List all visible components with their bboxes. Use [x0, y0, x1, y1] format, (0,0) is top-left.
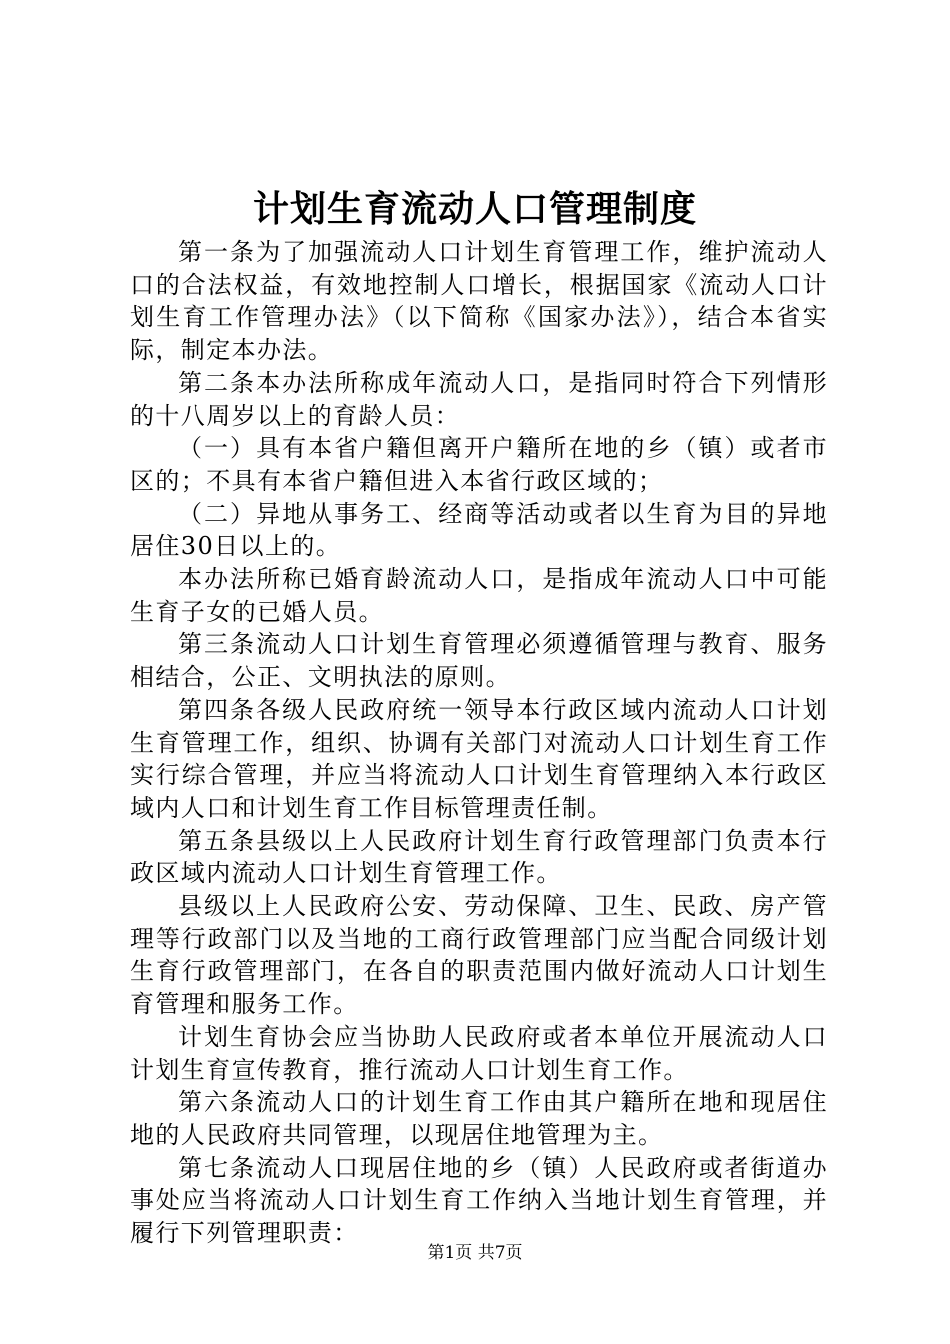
paragraph-article-4: 第四条各级人民政府统一领导本行政区域内流动人口计划生育管理工作，组织、协调有关部门对流动人口计划生育工作实行综合管理，并应当将流动人口计划生育管理纳入本行政区域内人口和计划生育工作目标管理责任制。	[130, 695, 828, 822]
paragraph-article-1: 第一条为了加强流动人口计划生育管理工作，维护流动人口的合法权益，有效地控制人口增长，根据国家《流动人口计划生育工作管理办法》（以下简称《国家办法》），结合本省实际，制定本办法。	[130, 238, 828, 365]
paragraph-article-5-departments: 县级以上人民政府公安、劳动保障、卫生、民政、房产管理等行政部门以及当地的工商行政管理部门应当配合同级计划生育行政管理部门，在各自的职责范围内做好流动人口计划生育管理和服务工作。	[130, 892, 828, 1019]
page-footer: 第1页 共7页	[427, 1243, 523, 1263]
paragraph-article-7: 第七条流动人口现居住地的乡（镇）人民政府或者街道办事处应当将流动人口计划生育工作纳入当地计划生育管理，并履行下列管理职责：	[130, 1153, 828, 1248]
paragraph-article-3: 第三条流动人口计划生育管理必须遵循管理与教育、服务相结合，公正、文明执法的原则。	[130, 630, 828, 692]
document-title: 计划生育流动人口管理制度	[252, 188, 697, 230]
paragraph-article-5-association: 计划生育协会应当协助人民政府或者本单位开展流动人口计划生育宣传教育，推行流动人口计划生育工作。	[130, 1022, 828, 1084]
paragraph-item-1: （一）具有本省户籍但离开户籍所在地的乡（镇）或者市区的；不具有本省户籍但进入本省行政区域的；	[130, 434, 828, 495]
paragraph-definition: 本办法所称已婚育龄流动人口，是指成年流动人口中可能生育子女的已婚人员。	[130, 565, 828, 626]
paragraph-item-2: （二）异地从事务工、经商等活动或者以生育为目的异地居住30日以上的。	[130, 499, 828, 561]
document-body	[130, 236, 828, 1250]
paragraph-article-2: 第二条本办法所称成年流动人口，是指同时符合下列情形的十八周岁以上的育龄人员：	[130, 368, 828, 430]
paragraph-article-5: 第五条县级以上人民政府计划生育行政管理部门负责本行政区域内流动人口计划生育管理工作。	[130, 826, 828, 888]
paragraph-article-6: 第六条流动人口的计划生育工作由其户籍所在地和现居住地的人民政府共同管理，以现居住地管理为主。	[130, 1088, 828, 1149]
